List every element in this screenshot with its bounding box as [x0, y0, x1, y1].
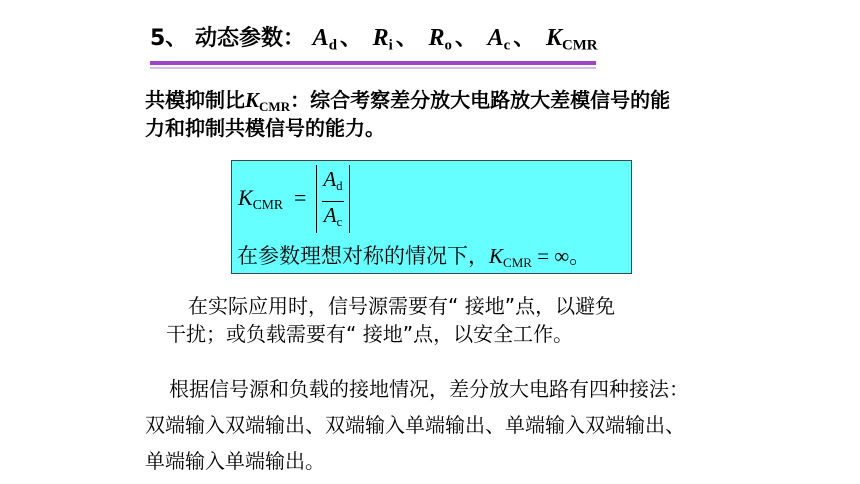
formula-box [231, 160, 632, 274]
grounding-line-2: 干扰；或负载需要有“ 接地”点，以安全工作。 [166, 322, 574, 346]
connections-line-3: 单端输入单端输出。 [145, 449, 325, 473]
heading-underline-shadow [150, 67, 596, 69]
kcmr-definition [145, 86, 670, 142]
abs-fraction [316, 165, 350, 233]
equals-sign: = [294, 185, 307, 210]
heading-underline [150, 61, 596, 65]
grounding-paragraph [166, 292, 615, 348]
section-title: 动态参数： [194, 26, 305, 51]
grounding-line-1: 在实际应用时，信号源需要有“ 接地”点，以避免 [188, 294, 616, 318]
definition-line-1: 共模抑制比$K_{CMR}$：综合考察差分放大电路放大差模信号的能 [145, 88, 671, 114]
param-ri: $R_i$ [372, 25, 393, 54]
connections-paragraph [145, 371, 689, 479]
definition-line-2: 力和抑制共模信号的能力。 [145, 116, 385, 140]
connections-line-1: 根据信号源和负载的接地情况，差分放大电路有四种接法： [169, 377, 689, 401]
section-heading: 5、 动态参数： $A_d$ 、 $R_i$ 、 $R_o$ 、 $A_c$ 、 $K_{CMR}$ [150, 25, 598, 54]
param-ad: $A_d$ [312, 25, 337, 54]
ideal-condition: 在参数理想对称的情况下，$K_{CMR}$ = ∞。 [237, 244, 591, 270]
formula-lhs: $K_{CMR}$ [238, 185, 283, 213]
param-kcmr: $K_{CMR}$ [545, 25, 598, 54]
section-number: 5、 [150, 26, 188, 51]
fraction-bar [322, 201, 344, 202]
fraction-denominator: $A_c$ [323, 203, 343, 229]
param-ro: $R_o$ [428, 25, 452, 54]
param-ac: $A_c$ [487, 25, 511, 54]
connections-line-2: 双端输入双端输出、双端输入单端输出、单端输入双端输出、 [145, 413, 685, 437]
fraction-numerator: $A_d$ [323, 167, 343, 193]
